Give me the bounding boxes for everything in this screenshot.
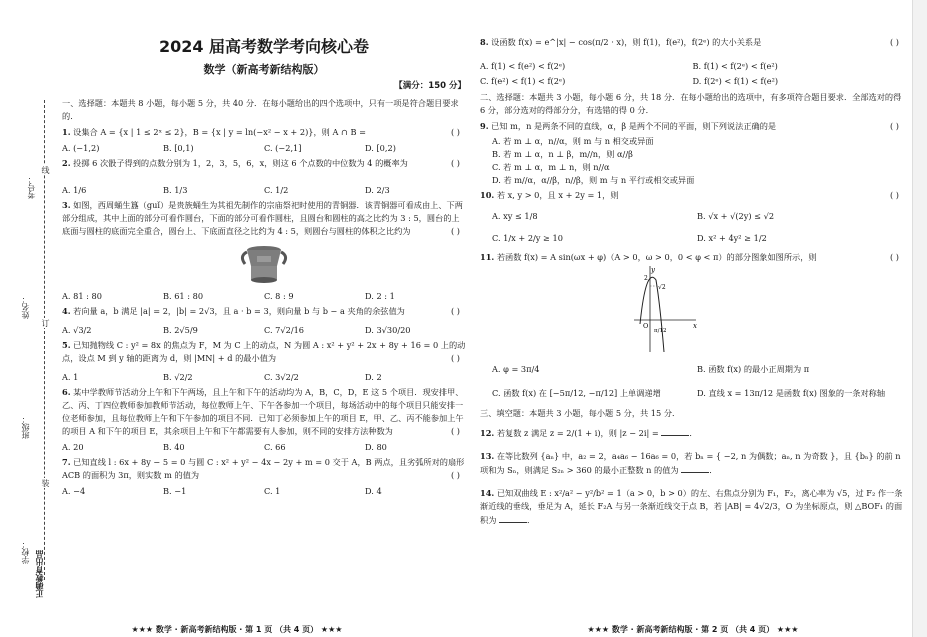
- gutter-publisher: 正确教育出品: [35, 550, 44, 598]
- question-6-options: A. 20 B. 40 C. 66 D. 80: [62, 442, 387, 452]
- page-2-content: [480, 34, 905, 527]
- question-11: 11. 若函数 f(x) = A sin(ωx + φ)（A > 0，ω > 0，0 < φ < π）的部分图象如图所示，则 ( ): [480, 252, 899, 262]
- question-2-options: A. 1/6 B. 1/3 C. 1/2 D. 2/3: [62, 185, 390, 195]
- binding-gutter: [0, 0, 60, 637]
- question-14: 14. 已知双曲线 E : x²/a² − y²/b² = 1（a > 0，b > 0）的左、右焦点分别为 F₁，F₂，离心率为 √5，过 F₂ 作一条渐近线的垂线，垂足为 A，延长 F₂A 与另一条渐近线交于点 B，若 |AB| = 4√2/3，O 为坐标原点，则 △BOF₁ 的面积为 ．: [480, 488, 903, 525]
- next-page-edge: [912, 0, 927, 637]
- graph-origin-label: O: [643, 322, 649, 330]
- answer-blank-14[interactable]: [499, 513, 527, 523]
- question-1: 1. 设集合 A = {x | 1 ≤ 2ˣ ≤ 2}，B = {x | y = ln(−x² − x + 2)}，则 A ∩ B = ( ): [62, 127, 460, 137]
- question-3-options: A. 81 : 80 B. 61 : 80 C. 8 : 9 D. 2 : 1: [62, 291, 395, 301]
- question-11-options: A. φ = 3π/4 B. 函数 f(x) 的最小正周期为 π C. 函数 f(x) 在 [−5π/12, −π/12] 上单调递增 D. 直线 x = 13π/12 是函数 f(x) 图象的一条对称轴: [492, 364, 886, 398]
- gutter-xuexiao: 学校：: [21, 540, 30, 564]
- exam-page-2: [474, 0, 912, 637]
- graph-x-label: x: [693, 322, 697, 330]
- gutter-mark-3: 装: [41, 479, 50, 487]
- graph-sqrt2-label: √2: [658, 284, 666, 291]
- question-6: 6. 某中学教师节活动分上午和下午两场，且上午和下午的活动均为 A，B，C，D，E 这 5 个项目．现安排甲、乙、丙、丁四位教师参加教师节活动，每位教师上午、下午各参加一个项目，每场活动中的每个项目只能安排一位老师参加，且每位教师上午和下午参加的项目不同．已知丁必须参加上午的项目 E，甲、乙、丙不能参加上午的项目 A 和下午的项目 E，其余项目上午和下午都需要有人参加，则不同的安排方法种数为 ( ): [62, 387, 464, 436]
- question-12: 12. 若复数 z 满足 z = 2/(1 + i)，则 |z − 2i| = ．: [480, 428, 698, 438]
- question-9-options: A. 若 m ⊥ α，n//α，则 m 与 n 相交或异面 B. 若 m ⊥ α，n ⊥ β，m//n，则 α//β C. 若 m ⊥ α，m ⊥ n，则 n//α D. 若 m//α，α//β，n//β，则 m 与 n 平行或相交或异面: [492, 136, 695, 185]
- question-1-options: A. (−1,2) B. [0,1) C. (−2,1] D. [0,2): [62, 143, 396, 153]
- exam-title: 2024 届高考数学考向核心卷: [158, 37, 370, 56]
- question-8: 8. 设函数 f(x) = e^|x| − cos(π/2 · x)，则 f(1)，f(e²)，f(2ᵉ) 的大小关系是 ( ): [480, 37, 899, 47]
- question-4: 4. 若向量 a，b 满足 |a| = 2，|b| = 2√3，且 a · b = 3，则向量 b 与 b − a 夹角的余弦值为 ( ): [62, 306, 460, 316]
- question-10-options: A. xy ≤ 1/8 B. √x + √(2y) ≤ √2 C. 1/x + 2/y ≥ 10 D. x² + 4y² ≥ 1/2: [492, 211, 775, 243]
- page-2-footer: ★★★ 数学 · 新高考新结构版 · 第 2 页 （共 4 页） ★★★: [587, 625, 799, 634]
- question-8-options: A. f(1) < f(e²) < f(2ᵉ) B. f(1) < f(2ᵉ) < f(e²) C. f(e²) < f(1) < f(2ᵉ) D. f(2ᵉ) < f(1) < f(e²): [480, 61, 779, 86]
- full-score: 【满分：150 分】: [394, 81, 466, 91]
- graph-frac-label: π/12: [654, 328, 667, 334]
- gutter-banji: 班级：: [21, 415, 30, 439]
- question-4-options: A. √3/2 B. 2√5/9 C. 7√2/16 D. 3√30/20: [62, 325, 411, 335]
- section-2-header: 二、选择题：本题共 3 小题，每小题 6 分，共 18 分．在每小题给出的选项中，有多项符合题目要求．全部选对的得 6 分，部分选对的得部分分，有选错的得 0 分．: [480, 92, 902, 115]
- section-3-header: 三、填空题：本题共 3 小题，每小题 5 分，共 15 分．: [480, 408, 681, 418]
- exam-subtitle: 数学（新高考新结构版）: [203, 63, 325, 76]
- gutter-mark-1: 线: [41, 166, 50, 174]
- question-10: 10. 若 x, y > 0，且 x + 2y = 1，则 ( ): [480, 190, 899, 200]
- answer-blank-12[interactable]: [661, 426, 689, 436]
- graph-two-label: 2: [644, 275, 648, 282]
- question-5: 5. 已知抛物线 C : y² = 8x 的焦点为 F，M 为 C 上的动点，N 为圆 A : x² + y² + 2x + 8y + 16 = 0 上的动点，设点 M 到 y 轴的距离为 d，则 |MN| + d 的最小值为 ( ): [62, 340, 466, 363]
- gutter-mark-2: 订: [41, 319, 50, 327]
- page-1-content: [62, 34, 466, 500]
- gutter-kaohao: 考号：: [27, 175, 36, 199]
- question-2: 2. 投掷 6 次骰子得到的点数分别为 1，2，3，5，6，x，则这 6 个点数的中位数为 4 的概率为 ( ): [62, 158, 460, 168]
- graph-y-label: y: [651, 266, 655, 274]
- sine-graph-figure: [630, 264, 697, 354]
- question-7-options: A. −4 B. −1 C. 1 D. 4: [62, 486, 382, 496]
- section-1-header: 一、选择题：本题共 8 小题，每小题 5 分，共 40 分．在每小题给出的四个选项中，只有一项是符合题目要求的．: [62, 98, 459, 121]
- question-9: 9. 已知 m，n 是两条不同的直线，α，β 是两个不同的平面，则下列说法正确的是 ( ): [480, 121, 899, 131]
- gutter-xingming: 姓名：: [21, 295, 30, 319]
- question-3: 3. 如图，西周蛹生簋（guǐ）是贵族蛹生为其祖先制作的宗庙祭祀时使用的青铜器．该青铜器可看成由上、下两部分组成，其中上面的部分可看作圆台，下面的部分可看作圆柱，且圆台和圆柱的高之比约为 3 : 5，圆台的上底面与圆柱的底面完全重合，圆台上、下底面直径之比约为 4 : 5，则圆台与圆柱的体积之比约为 ( ): [62, 200, 463, 236]
- page-1-footer: ★★★ 数学 · 新高考新结构版 · 第 1 页 （共 4 页） ★★★: [131, 625, 343, 634]
- question-7: 7. 已知直线 l : 6x + 8y − 5 = 0 与圆 C : x² + y² − 4x − 2y + m = 0 交于 A，B 两点，且劣弧所对的扇形 ACB 的面积为 3π，则实数 m 的值为 ( ): [62, 457, 465, 480]
- answer-blank-13[interactable]: [681, 463, 709, 473]
- bronze-vessel-image: [239, 242, 289, 286]
- question-5-options: A. 1 B. √2/2 C. 3√2/2 D. 2: [62, 372, 382, 382]
- question-13: 13. 在等比数列 {aₙ} 中，a₂ = 2，a₄a₆ − 16a₆ = 0，若 bₙ = { −2, n 为偶数；aₙ, n 为奇数 }，且 {bₙ} 的前 n 项和为 Sₙ，则满足 S₂ₙ > 360 的最小正整数 n 的值为 ．: [480, 451, 901, 475]
